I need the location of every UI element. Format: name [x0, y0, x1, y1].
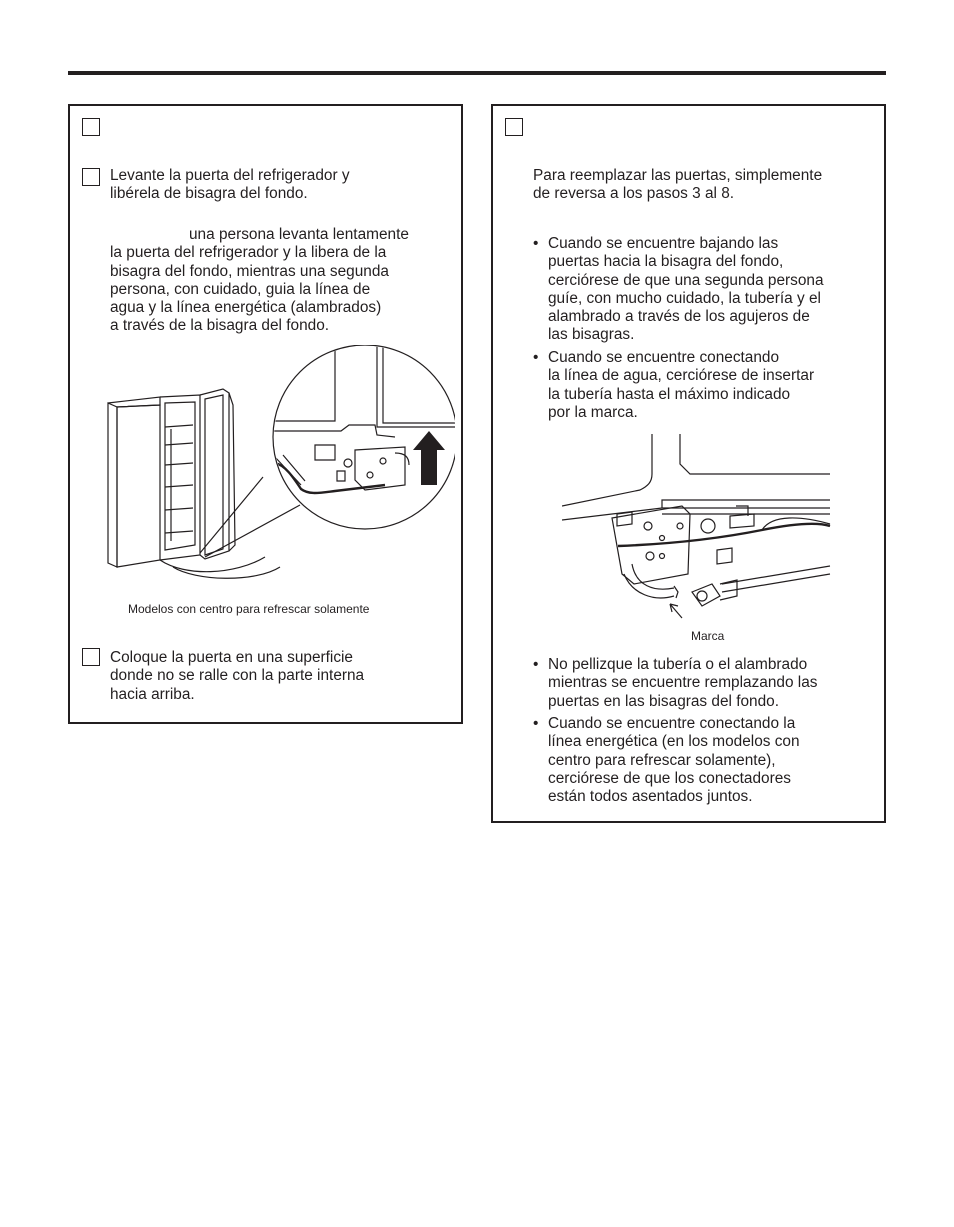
- top-rule: [68, 71, 886, 75]
- step-lift-door-text: Levante la puerta del refrigerador y libérela de bisagra del fondo.: [110, 167, 350, 203]
- bullet-item: [533, 715, 873, 809]
- bullet-text-lowering-doors: Cuando se encuentre bajando las puertas hacia la bisagra del fondo, cerciórese de que una segunda persona guíe, con mucho cuidado, la tubería y el alambrado a través de los agujeros de las bisagras.: [548, 235, 824, 344]
- step-place-door-text: Coloque la puerta en una superficie donde no se ralle con la parte interna hacia arriba.: [110, 649, 365, 703]
- two-person-note-text: una persona levanta lentamente la puerta del refrigerador y la libera de la bisagra del fondo, mientras una segunda persona, con cuidado, guia la línea de agua y la línea energética (alambrados) a través de la bisagra del fondo.: [110, 226, 409, 335]
- step-header-checkbox-left[interactable]: [82, 118, 100, 136]
- bullet-text-water-line: Cuando se encuentre conectando la línea de agua, cerciórese de insertar la tubería hasta el máximo indicado por la marca.: [548, 349, 815, 421]
- figure-label-mark: Marca: [691, 629, 725, 643]
- step-header-checkbox-right[interactable]: [505, 118, 523, 136]
- figure-caption-left: Modelos con centro para refrescar solamente: [128, 602, 370, 616]
- bullet-dot: •: [533, 349, 539, 366]
- bullet-item: [533, 349, 873, 425]
- bullet-item: [533, 235, 873, 347]
- water-line-connection-illustration: [562, 434, 832, 634]
- bullet-dot: •: [533, 656, 539, 673]
- bullet-text-no-pinch: No pellizque la tubería o el alambrado mientras se encuentre remplazando las puertas en las bisagras del fondo.: [548, 656, 818, 710]
- step-checkbox-lift-door[interactable]: [82, 168, 100, 186]
- step-checkbox-place-door[interactable]: [82, 648, 100, 666]
- bullet-dot: •: [533, 235, 539, 252]
- bullet-dot: •: [533, 715, 539, 732]
- bullet-text-power-line: Cuando se encuentre conectando la línea energética (en los modelos con centro para refrescar solamente), cerciórese de que los conectadores están todos asentados juntos.: [548, 715, 800, 806]
- bullet-item: [533, 656, 873, 713]
- refrigerator-door-lift-illustration: [105, 345, 455, 590]
- replace-doors-intro-text: Para reemplazar las puertas, simplemente de reversa a los pasos 3 al 8.: [533, 167, 823, 203]
